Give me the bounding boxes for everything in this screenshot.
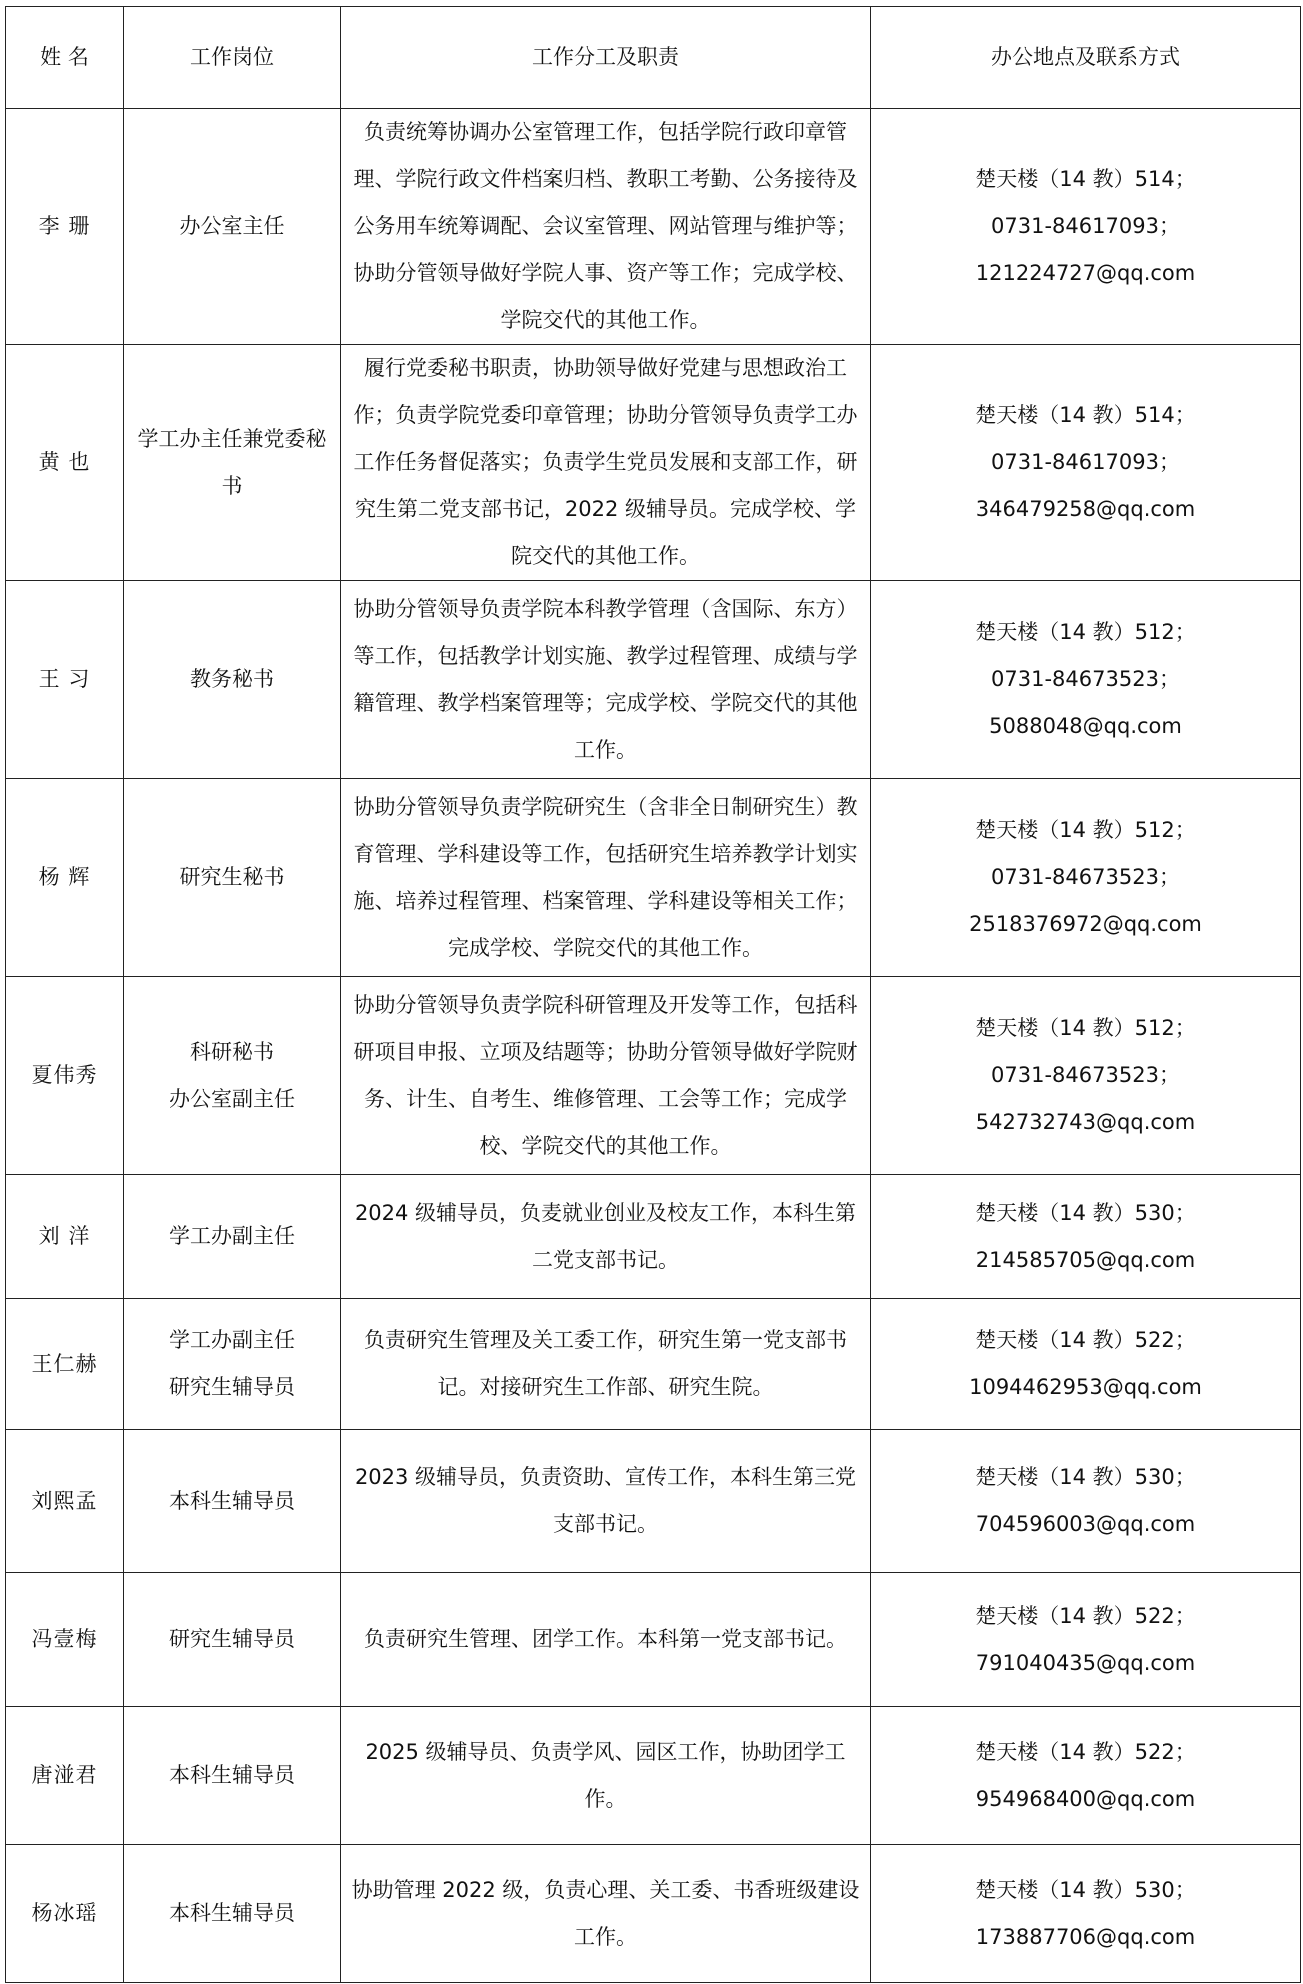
- staff-post: [124, 1845, 341, 1983]
- post-line: 书: [221, 473, 243, 498]
- staff-duty: [341, 1845, 871, 1983]
- contact-line: 楚天楼（14 教）530；: [975, 1465, 1196, 1489]
- table-header-row: [6, 7, 1301, 109]
- duty-text: 协助分管领导负责学院科研管理及开发等工作，包括科研项目申报、立项及结题等；协助分管领导做好学院财务、计生、自考生、维修管理、工会等工作；完成学校、学院交代的其他工作。: [353, 992, 858, 1158]
- staff-post: [124, 1707, 341, 1845]
- staff-name: 黄 也: [6, 345, 124, 581]
- staff-duty: [341, 1175, 871, 1299]
- contact-line: 楚天楼（14 教）512；: [975, 818, 1196, 842]
- staff-post: [124, 581, 341, 779]
- duty-text: 协助分管领导负责学院本科教学管理（含国际、东方）等工作，包括教学计划实施、教学过程管理、成绩与学籍管理、教学档案管理等；完成学校、学院交代的其他工作。: [353, 596, 858, 762]
- staff-duty: [341, 109, 871, 345]
- staff-duty: [341, 581, 871, 779]
- contact-line: 0731-84617093；: [991, 214, 1180, 238]
- post-line: 学工办副主任: [169, 1224, 295, 1248]
- contact-line: 楚天楼（14 教）512；: [975, 1016, 1196, 1040]
- staff-name: 唐湴君: [6, 1707, 124, 1845]
- contact-line: 0731-84673523；: [991, 1063, 1180, 1087]
- contact-line: 楚天楼（14 教）530；: [975, 1200, 1196, 1225]
- staff-contact: [871, 1573, 1301, 1707]
- contact-email: 2518376972@qq.com: [969, 912, 1202, 936]
- staff-duty: [341, 1573, 871, 1707]
- staff-contact: [871, 1707, 1301, 1845]
- table-row: [6, 345, 1301, 581]
- post-line: 教务秘书: [190, 667, 274, 691]
- staff-contact: [871, 581, 1301, 779]
- contact-line: 楚天楼（14 教）530；: [975, 1877, 1196, 1902]
- staff-post: [124, 1175, 341, 1299]
- table-row: [6, 1573, 1301, 1707]
- duty-text: 2023 级辅导员，负责资助、宣传工作，本科生第三党支部书记。: [354, 1465, 857, 1536]
- staff-duty: [341, 345, 871, 581]
- table-row: [6, 1175, 1301, 1299]
- contact-email: 214585705@qq.com: [975, 1247, 1196, 1272]
- table-row: [6, 109, 1301, 345]
- duty-text: 协助分管领导负责学院研究生（含非全日制研究生）教育管理、学科建设等工作，包括研究生培养教学计划实施、培养过程管理、档案管理、学科建设等相关工作；完成学校、学院交代的其他工作。: [353, 794, 858, 960]
- duty-text: 负责研究生管理及关工委工作，研究生第一党支部书记。对接研究生工作部、研究生院。: [364, 1328, 847, 1399]
- post-line: 研究生辅导员: [169, 1375, 295, 1399]
- staff-post: [124, 1573, 341, 1707]
- contact-email: 542732743@qq.com: [975, 1110, 1196, 1134]
- staff-post: [124, 779, 341, 977]
- post-line: 学工办副主任: [169, 1328, 295, 1352]
- header-name: 姓 名: [6, 7, 124, 109]
- contact-email: 121224727@qq.com: [975, 261, 1196, 285]
- contact-email: 1094462953@qq.com: [969, 1375, 1202, 1399]
- staff-duty: [341, 1430, 871, 1573]
- table-row: [6, 1430, 1301, 1573]
- post-line: 科研秘书: [190, 1039, 274, 1064]
- staff-name: 李 珊: [6, 109, 124, 345]
- staff-post: [124, 345, 341, 581]
- duty-text: 负责统筹协调办公室管理工作，包括学院行政印章管理、学院行政文件档案归档、教职工考勤、公务接待及公务用车统筹调配、会议室管理、网站管理与维护等；协助分管领导做好学院人事、资产等工作；完成学校、学院交代的其他工作。: [353, 120, 858, 332]
- contact-email: 954968400@qq.com: [975, 1786, 1196, 1811]
- duty-text: 履行党委秘书职责，协助领导做好党建与思想政治工作；负责学院党委印章管理；协助分管领导负责学工办工作任务督促落实；负责学生党员发展和支部工作，研究生第二党支部书记，2022 级辅导员。完成学校、学院交代的其他工作。: [353, 356, 858, 568]
- contact-line: 楚天楼（14 教）512；: [975, 620, 1196, 644]
- table-body: [6, 109, 1301, 1983]
- staff-name: 王仁赫: [6, 1299, 124, 1430]
- header-post: 工作岗位: [124, 7, 341, 109]
- post-line: 本科生辅导员: [169, 1763, 295, 1787]
- staff-contact: [871, 345, 1301, 581]
- contact-line: 0731-84617093；: [991, 450, 1180, 474]
- post-line: 办公室主任: [179, 214, 285, 238]
- post-line: 研究生秘书: [179, 865, 285, 889]
- staff-name: 刘熙孟: [6, 1430, 124, 1573]
- table-row: [6, 1707, 1301, 1845]
- staff-post: [124, 1299, 341, 1430]
- duty-text: 2024 级辅导员，负麦就业创业及校友工作，本科生第二党支部书记。: [354, 1200, 857, 1272]
- post-line: 本科生辅导员: [169, 1488, 295, 1513]
- contact-line: 楚天楼（14 教）522；: [975, 1603, 1196, 1628]
- staff-post: [124, 109, 341, 345]
- staff-name: 冯壹梅: [6, 1573, 124, 1707]
- staff-duty: [341, 779, 871, 977]
- staff-contact: [871, 1845, 1301, 1983]
- duty-text: 2025 级辅导员、负责学风、园区工作，协助团学工作。: [365, 1739, 846, 1811]
- contact-email: 346479258@qq.com: [975, 497, 1196, 521]
- staff-post: [124, 977, 341, 1175]
- contact-line: 0731-84673523；: [991, 865, 1180, 889]
- staff-contact: [871, 779, 1301, 977]
- post-line: 研究生辅导员: [169, 1627, 295, 1651]
- table-row: [6, 1299, 1301, 1430]
- contact-email: 791040435@qq.com: [975, 1650, 1196, 1675]
- contact-email: 173887706@qq.com: [975, 1924, 1196, 1949]
- contact-line: 楚天楼（14 教）522；: [975, 1328, 1196, 1352]
- contact-line: 楚天楼（14 教）522；: [975, 1739, 1196, 1764]
- staff-name: 杨冰瑶: [6, 1845, 124, 1983]
- contact-email: 5088048@qq.com: [989, 714, 1182, 738]
- duty-text: 协助管理 2022 级，负责心理、关工委、书香班级建设工作。: [351, 1877, 860, 1949]
- table-row: [6, 977, 1301, 1175]
- staff-duty: [341, 1707, 871, 1845]
- staff-contact: [871, 109, 1301, 345]
- staff-name: 夏伟秀: [6, 977, 124, 1175]
- staff-duty: [341, 977, 871, 1175]
- table-row: [6, 581, 1301, 779]
- post-line: 本科生辅导员: [169, 1901, 295, 1925]
- header-duty: 工作分工及职责: [341, 7, 871, 109]
- header-contact: 办公地点及联系方式: [871, 7, 1301, 109]
- staff-duty: [341, 1299, 871, 1430]
- staff-contact: [871, 1430, 1301, 1573]
- staff-contact: [871, 1299, 1301, 1430]
- post-line: 学工办主任兼党委秘: [137, 426, 327, 451]
- staff-contact: [871, 977, 1301, 1175]
- contact-line: 楚天楼（14 教）514；: [975, 403, 1196, 427]
- duty-text: 负责研究生管理、团学工作。本科第一党支部书记。: [364, 1627, 847, 1651]
- contact-line: 0731-84673523；: [991, 667, 1180, 691]
- table-row: [6, 779, 1301, 977]
- staff-table: [5, 6, 1301, 1983]
- staff-post: [124, 1430, 341, 1573]
- post-line: 办公室副主任: [169, 1086, 295, 1111]
- staff-name: 王 习: [6, 581, 124, 779]
- contact-line: 楚天楼（14 教）514；: [975, 167, 1196, 191]
- staff-name: 杨 辉: [6, 779, 124, 977]
- contact-email: 704596003@qq.com: [975, 1512, 1196, 1536]
- staff-name: 刘 洋: [6, 1175, 124, 1299]
- table-row: [6, 1845, 1301, 1983]
- staff-contact: [871, 1175, 1301, 1299]
